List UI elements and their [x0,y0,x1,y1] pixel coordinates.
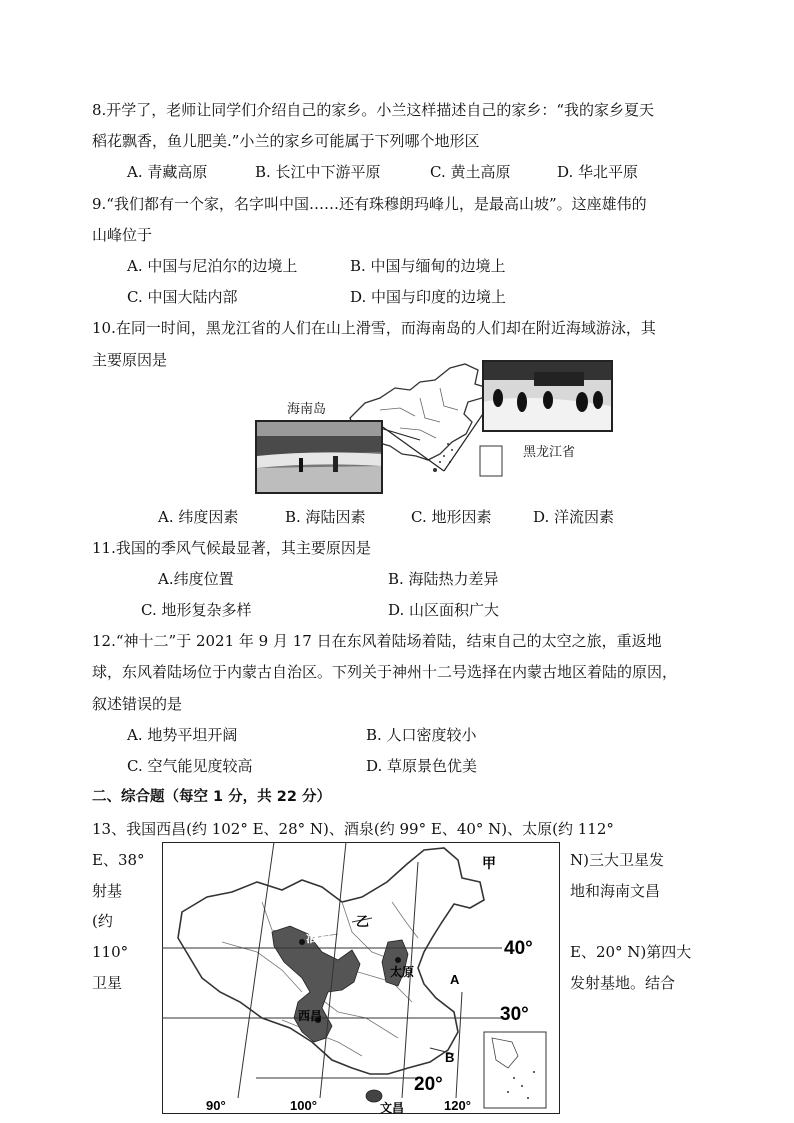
q13-left-line4: 110° [92,943,129,961]
q11-option-b: B. 海陆热力差异 [388,570,499,588]
q13-left-line3: (约 [92,912,113,930]
q9-stem-line1: 9.“我们都有一个家，名字叫中国……还有珠穆朗玛峰儿，是最高山坡”。这座雄伟的 [92,195,647,213]
q9-option-c: C. 中国大陆内部 [127,288,238,306]
q8-stem-line1: 8.开学了，老师让同学们介绍自己的家乡。小兰这样描述自己的家乡：“我的家乡夏天 [92,101,654,119]
lat-label-20: 20° [414,1074,443,1095]
q8-option-a: A. 青藏高原 [127,163,208,181]
q13-right-line5: 发射基地。结合 [570,974,676,992]
lon-label-90: 90° [206,1098,226,1113]
q8-option-b: B. 长江中下游平原 [255,163,381,181]
label-wenchang: 文昌 [380,1101,405,1114]
q9-stem-line2: 山峰位于 [92,226,153,244]
q10-option-c: C. 地形因素 [411,508,492,526]
lat-label-40: 40° [504,938,533,959]
q12-stem-line3: 叙述错误的是 [92,695,183,713]
q9-option-b: B. 中国与缅甸的边境上 [350,257,506,275]
marker-jia: 甲 [482,855,496,871]
section-2-title: 二、综合题（每空 1 分，共 22 分） [92,789,331,805]
q10-stem-line2: 主要原因是 [92,351,168,369]
q11-option-a: A.纬度位置 [158,570,234,588]
q10-stem-line1: 10.在同一时间，黑龙江省的人们在山上滑雪，而海南岛的人们却在附近海域游泳，其 [92,319,656,337]
q9-option-a: A. 中国与尼泊尔的边境上 [127,257,298,275]
q12-stem-line2: 球，东风着陆场位于内蒙古自治区。下列关于神州十二号选择在内蒙古地区着陆的原因， [92,663,678,681]
q13-right-line4: E、20° N)第四大 [570,943,692,961]
marker-a: A [450,972,460,987]
q11-stem: 11.我国的季风气候最显著，其主要原因是 [92,539,371,557]
q12-stem-line1: 12.“神十二”于 2021 年 9 月 17 日在东风着陆场着陆，结束自己的太空之旅，重返地 [92,632,662,650]
label-xichang: 西昌 [298,1009,323,1023]
q8-option-c: C. 黄土高原 [430,163,511,181]
q11-option-c: C. 地形复杂多样 [141,601,252,619]
city-point-taiyuan [395,957,401,963]
lat-label-30: 30° [500,1004,529,1025]
label-hainan: 海南岛 [287,402,327,417]
label-heilongjiang: 黑龙江省 [523,445,576,460]
q10-option-d: D. 洋流因素 [533,508,615,526]
q13-right-line2: 地和海南文昌 [570,882,661,900]
q12-option-a: A. 地势平坦开阔 [127,726,238,744]
q12-option-d: D. 草原景色优美 [366,757,478,775]
hainan-beach-photo [255,420,383,494]
q12-option-c: C. 空气能见度较高 [127,757,253,775]
q8-stem-line2: 稻花飘香，鱼儿肥美.”小兰的家乡可能属于下列哪个地形区 [92,132,480,150]
lon-label-100: 100° [290,1098,317,1113]
q13-left-line1: E、38° [92,851,145,869]
q8-option-d: D. 华北平原 [557,163,639,181]
q10-option-a: A. 纬度因素 [158,508,239,526]
q13-left-line2: 射基 [92,882,123,900]
q9-option-d: D. 中国与印度的边境上 [350,288,507,306]
marker-b: B [445,1050,455,1065]
heilongjiang-ski-photo [482,360,613,432]
q12-option-b: B. 人口密度较小 [366,726,477,744]
city-point-jiuquan [299,939,305,945]
marker-yi: 乙 [356,914,370,929]
q13-stem-line1: 13、我国西昌(约 102° E、28° N)、酒泉(约 99° E、40° N)、太原(约 112° [92,820,614,838]
q13-left-line5: 卫星 [92,974,123,992]
q11-option-d: D. 山区面积广大 [388,601,500,619]
lon-label-120: 120° [444,1098,471,1113]
q13-right-line1: N)三大卫星发 [570,851,664,869]
china-launch-sites-map [162,842,560,1114]
label-taiyuan: 太原 [390,965,415,979]
q10-option-b: B. 海陆因素 [285,508,366,526]
label-jiuquan: 酒泉 [306,930,333,945]
